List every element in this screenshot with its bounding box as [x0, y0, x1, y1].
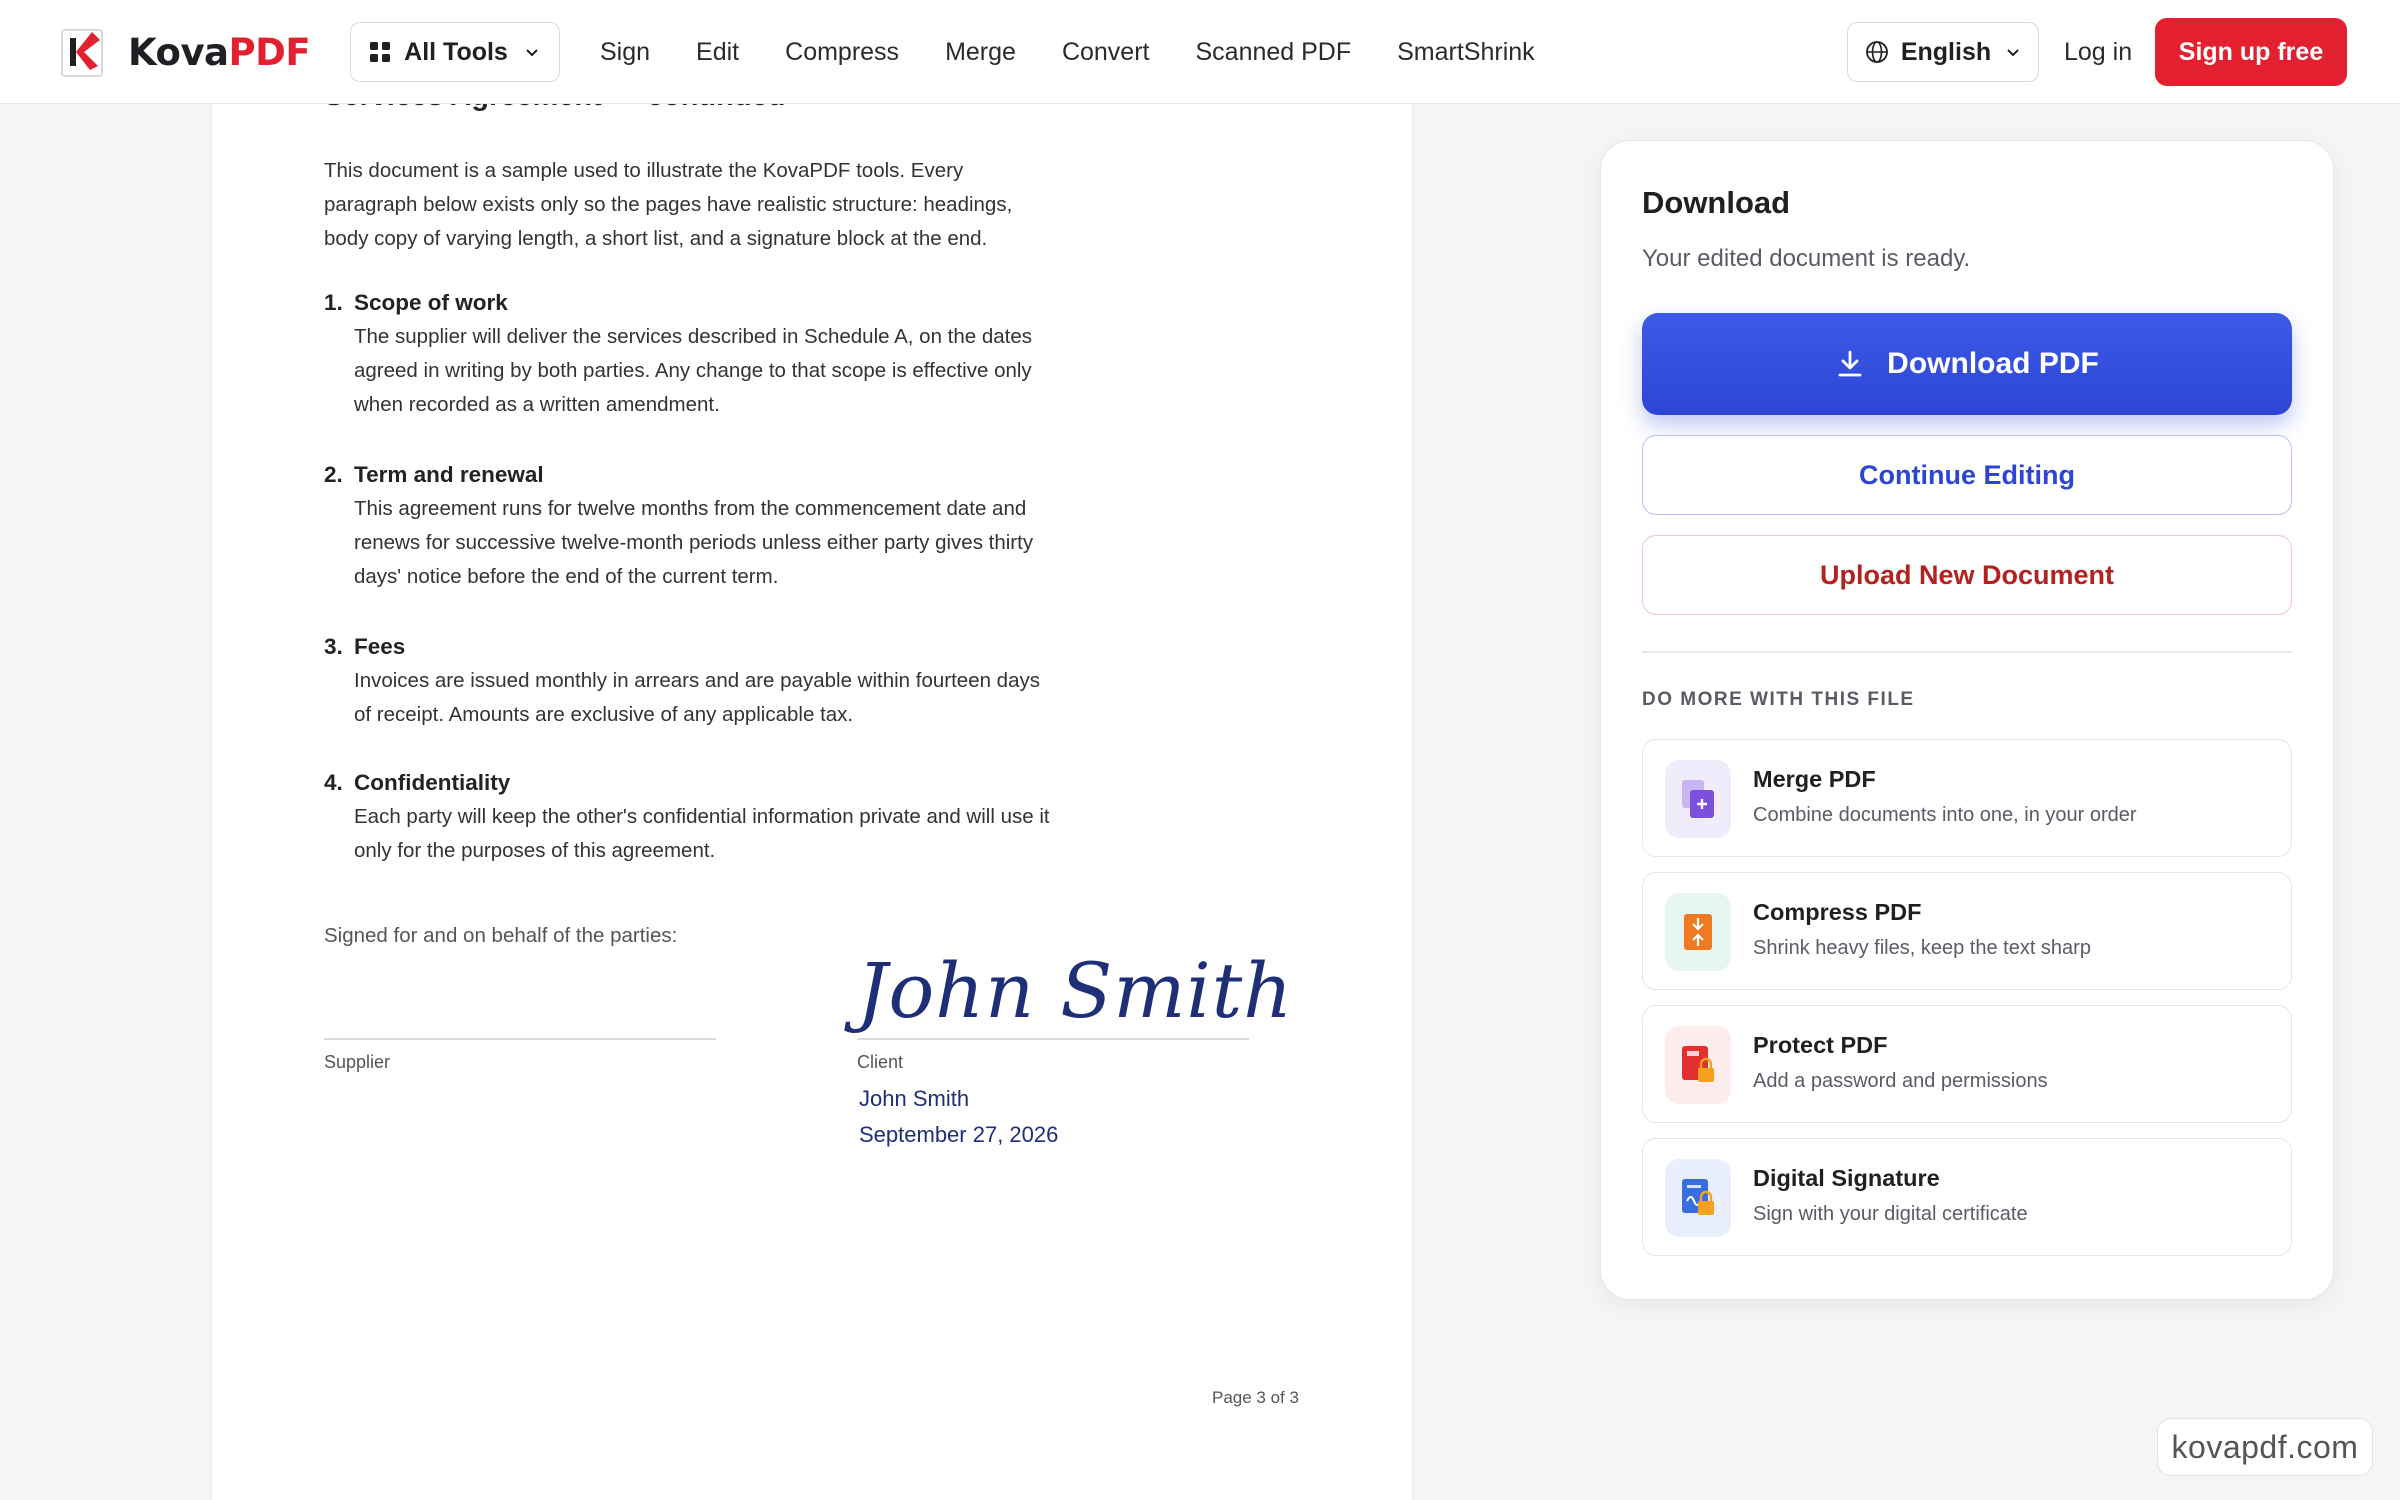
nav-compress[interactable]: Compress [785, 37, 900, 66]
section-heading: 2. Term and renewal [324, 462, 544, 487]
client-signature-line [857, 1038, 1249, 1040]
tool-protect-pdf[interactable] [1642, 1005, 2292, 1123]
nav-scanned-pdf[interactable]: Scanned PDF [1195, 37, 1352, 66]
grid-icon [370, 42, 390, 62]
tool-description: Combine documents into one, in your order [1753, 804, 2137, 826]
signed-for-text: Signed for and on behalf of the parties: [324, 924, 678, 947]
tool-description: Shrink heavy files, keep the text sharp [1753, 937, 2091, 959]
nav-edit[interactable]: Edit [696, 37, 740, 66]
more-tools-label: DO MORE WITH THIS FILE [1642, 689, 1915, 710]
panel-subtitle: Your edited document is ready. [1642, 245, 1971, 272]
client-signature[interactable]: John Smith [857, 946, 1294, 1035]
document-page [212, 104, 1412, 1500]
download-icon [1835, 349, 1865, 379]
top-header [0, 0, 2400, 104]
nav-smartshrink[interactable]: SmartShrink [1397, 37, 1535, 66]
upload-new-document-button[interactable]: Upload New Document [1642, 535, 2292, 615]
globe-icon [1865, 40, 1889, 64]
all-tools-dropdown[interactable] [350, 22, 560, 82]
tool-digital-signature[interactable] [1642, 1138, 2292, 1256]
tool-title: Compress PDF [1753, 899, 1922, 925]
section-body: This agreement runs for twelve months from the commencement date and renews for successive twelve-month periods unless either party gives thirty days' notice before the end of the current term. [354, 497, 1034, 588]
tool-title: Protect PDF [1753, 1032, 1888, 1058]
tool-compress-pdf[interactable] [1642, 872, 2292, 990]
brand-name: KovaPDF [128, 30, 311, 74]
tool-title: Merge PDF [1753, 766, 1876, 792]
document-intro: This document is a sample used to illustrate the KovaPDF tools. Every paragraph below exists only so the pages have realistic structure: headings, body copy of varying length, a short list, and a signature block at the end. [324, 159, 1013, 250]
lock-icon [1665, 1026, 1731, 1104]
nav-merge[interactable]: Merge [945, 37, 1016, 66]
chevron-down-icon [2005, 44, 2021, 60]
brand-logo[interactable] [60, 24, 310, 80]
nav-convert[interactable]: Convert [1061, 37, 1150, 66]
login-link[interactable]: Log in [2064, 37, 2133, 66]
tool-merge-pdf[interactable] [1642, 739, 2292, 857]
supplier-signature-line [324, 1038, 716, 1040]
kovapdf-logo-icon [60, 26, 108, 78]
download-panel [1600, 140, 2334, 1300]
nav-sign[interactable]: Sign [600, 37, 651, 66]
panel-title: Download [1642, 185, 1791, 220]
certificate-icon [1665, 1159, 1731, 1237]
language-selector[interactable] [1847, 22, 2039, 82]
supplier-label: Supplier [324, 1052, 391, 1072]
chevron-down-icon [524, 44, 540, 60]
signer-name: John Smith [859, 1086, 970, 1111]
section-body: Each party will keep the other's confidential information private and will use it only for the purposes of this agreement. [354, 805, 1050, 862]
section-body: The supplier will deliver the services described in Schedule A, on the dates agreed in writing by both parties. Any change to that scope is effective only when recorded as a written amendment. [354, 325, 1033, 416]
main-nav [600, 0, 1581, 104]
panel-divider [1642, 651, 2292, 653]
section-scope [324, 286, 1084, 422]
continue-editing-button[interactable]: Continue Editing [1642, 435, 2292, 515]
section-heading: 1. Scope of work [324, 290, 508, 315]
all-tools-label: All Tools [404, 37, 508, 66]
client-label: Client [857, 1052, 904, 1072]
section-term [324, 458, 1084, 594]
page-number: Page 3 of 3 [1212, 1388, 1299, 1407]
download-pdf-button[interactable] [1642, 313, 2292, 415]
site-watermark: kovapdf.com [2157, 1418, 2373, 1476]
compress-icon [1665, 893, 1731, 971]
section-confidentiality [324, 766, 1084, 868]
section-body: Invoices are issued monthly in arrears and are payable within fourteen days of receipt. Amounts are exclusive of any applicable tax. [354, 669, 1040, 726]
merge-icon [1665, 760, 1731, 838]
tool-description: Sign with your digital certificate [1753, 1203, 2028, 1225]
section-heading: 3. Fees [324, 634, 406, 659]
section-heading: 4. Confidentiality [324, 770, 511, 795]
section-fees [324, 630, 1084, 732]
signup-button[interactable]: Sign up free [2155, 18, 2347, 86]
tool-title: Digital Signature [1753, 1165, 1940, 1191]
signed-date: September 27, 2026 [859, 1122, 1059, 1147]
download-pdf-label: Download PDF [1887, 347, 2099, 380]
tool-description: Add a password and permissions [1753, 1070, 2048, 1092]
language-label: English [1900, 37, 1992, 66]
